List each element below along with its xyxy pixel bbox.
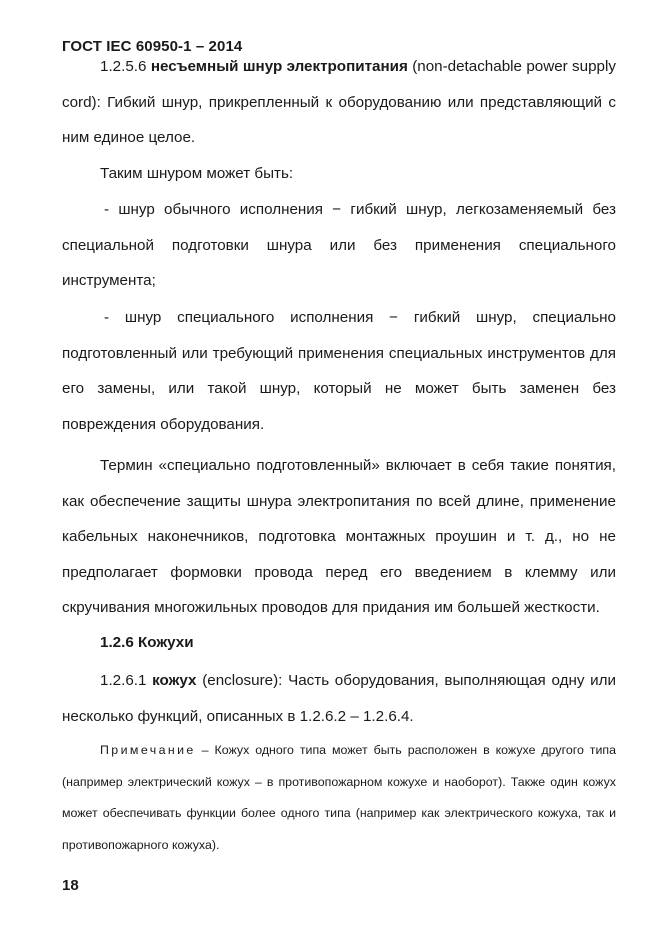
section-heading: 1.2.6 Кожухи (100, 634, 194, 651)
note-text: – Кожух одного типа может быть расположен в кожухе другого типа (например электрический кожух – в противопожарном кожухе и наоборот). Также один кожух может обеспечивать функции более одного типа (например как электрического кожуха, так и противопожарного кожуха). (62, 743, 616, 852)
note-label: Примечание (100, 743, 196, 757)
list-item-ordinary-cord: - шнур обычного исполнения − гибкий шнур, легкозаменяемый без специальной подготовки шнура или без применения специального инструмента; (62, 201, 616, 290)
clause-number: 1.2.5.6 (100, 58, 147, 75)
term-explanation-paragraph: Термин «специально подготовленный» включает в себя такие понятия, как обеспечение защиты шнура электропитания по всей длине, применение кабельных наконечников, подготовка монтажных проушин и т. д., но не предполагает формовки провода перед его введением в клемму или скручивания многожильных проводов для придания им большей жесткости. (62, 457, 616, 617)
clause-1-2-6-1 (62, 663, 616, 734)
defined-term: несъемный шнур электропитания (150, 58, 408, 75)
page-number: 18 (62, 877, 79, 894)
defined-term: кожух (152, 672, 197, 689)
clause-1-2-5-6 (62, 49, 616, 156)
clause-number: 1.2.6.1 (100, 672, 147, 689)
clause-definition: (non-detachable power supply cord): Гибкий шнур, прикрепленный к оборудованию или представляющий с ним единое целое. (62, 58, 616, 147)
clause-definition: (enclosure): Часть оборудования, выполняющая одну или несколько функций, описанных в 1.2.6.2 – 1.2.6.4. (62, 672, 616, 725)
document-header: ГОСТ IEC 60950-1 – 2014 (62, 38, 243, 55)
list-item-special-cord: - шнур специального исполнения − гибкий шнур, специально подготовленный или требующий применения специальных инструментов для его замены, или такой шнур, который не может быть заменен без повреждения оборудования. (62, 309, 616, 433)
list-intro: Таким шнуром может быть: (100, 165, 294, 182)
note-paragraph (62, 735, 616, 861)
